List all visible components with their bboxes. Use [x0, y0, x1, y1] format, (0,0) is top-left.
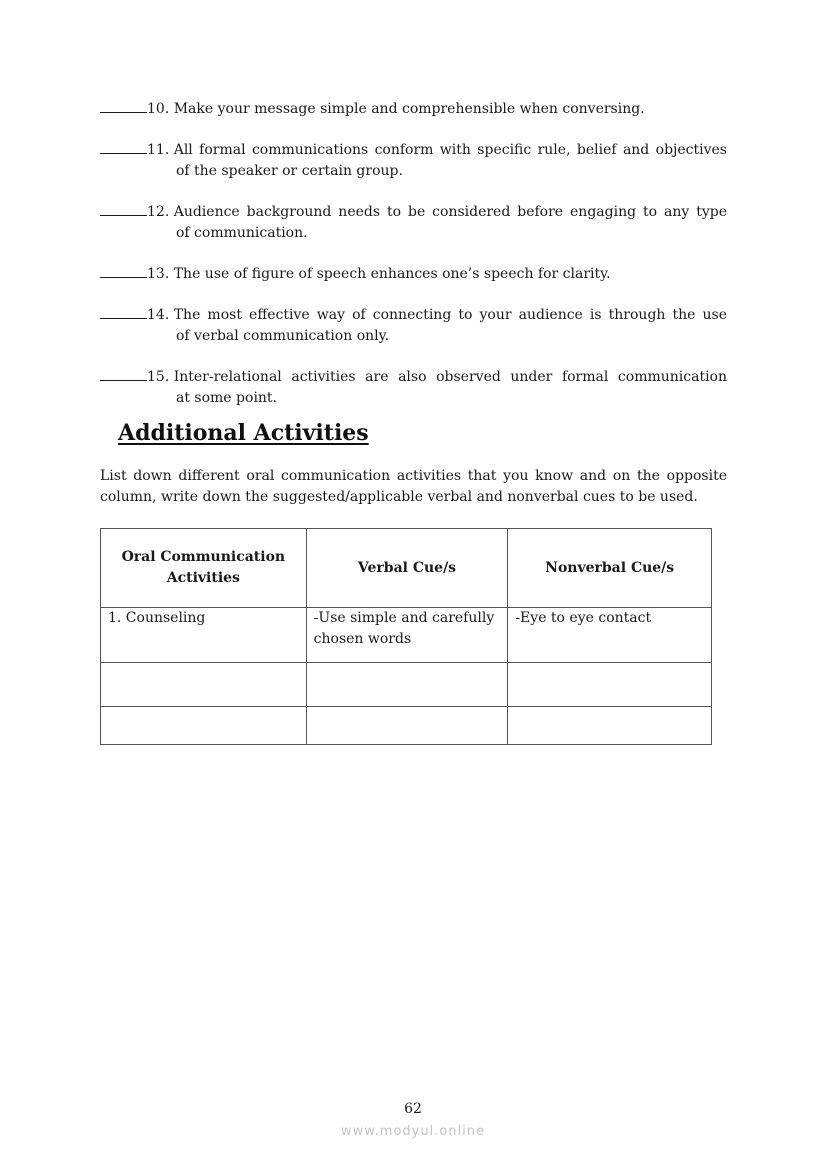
item-number: 15. — [147, 369, 170, 385]
item-number: 11. — [147, 142, 170, 158]
item-text: The most effective way of connecting to your audience is through the use — [173, 307, 727, 323]
header-nonverbal-cues: Nonverbal Cue/s — [508, 529, 712, 608]
item-text: Inter-relational activities are also observed under formal communication — [173, 369, 727, 385]
answer-blank[interactable] — [100, 140, 147, 154]
section-heading: Additional Activities — [118, 420, 369, 446]
cell-activity[interactable] — [101, 707, 307, 745]
answer-blank[interactable] — [100, 202, 147, 216]
item-text: All formal communications conform with specific rule, belief and objectives — [173, 142, 727, 158]
cell-activity[interactable] — [101, 663, 307, 707]
item-number: 10. — [147, 101, 170, 117]
header-activity: Oral Communication Activities — [101, 529, 307, 608]
item-number: 13. — [147, 266, 170, 282]
cell-nonverbal[interactable]: -Eye to eye contact — [508, 608, 712, 663]
cell-nonverbal[interactable] — [508, 707, 712, 745]
item-text-continued: of communication. — [176, 225, 308, 241]
answer-blank[interactable] — [100, 99, 147, 113]
answer-blank[interactable] — [100, 305, 147, 319]
item-13 — [100, 264, 727, 285]
cell-verbal[interactable] — [306, 707, 508, 745]
watermark: www.modyul.online — [340, 1124, 486, 1139]
item-text: Make your message simple and comprehensible when conversing. — [173, 101, 645, 117]
answer-blank[interactable] — [100, 367, 147, 381]
item-15 — [100, 367, 727, 409]
item-12 — [100, 202, 727, 244]
cell-activity[interactable]: 1. Counseling — [101, 608, 307, 663]
table-header-row — [101, 529, 712, 608]
table-row — [101, 608, 712, 663]
page-number: 62 — [404, 1101, 422, 1117]
item-text: The use of figure of speech enhances one’s speech for clarity. — [173, 266, 611, 282]
table-row — [101, 707, 712, 745]
table-row — [101, 663, 712, 707]
item-10 — [100, 99, 727, 120]
cues-table — [100, 528, 712, 745]
header-verbal-cues: Verbal Cue/s — [306, 529, 508, 608]
true-false-items — [100, 99, 727, 429]
item-text: Audience background needs to be considered before engaging to any type — [173, 204, 727, 220]
item-text-continued: at some point. — [176, 390, 278, 406]
item-number: 14. — [147, 307, 170, 323]
section-instructions: List down different oral communication activities that you know and on the opposite column, write down the suggested/applicable verbal and nonverbal cues to be used. — [100, 468, 727, 505]
item-text-continued: of verbal communication only. — [176, 328, 390, 344]
cell-nonverbal[interactable] — [508, 663, 712, 707]
item-text-continued: of the speaker or certain group. — [176, 163, 403, 179]
answer-blank[interactable] — [100, 264, 147, 278]
cell-verbal[interactable] — [306, 663, 508, 707]
item-14 — [100, 305, 727, 347]
item-11 — [100, 140, 727, 182]
cell-verbal[interactable]: -Use simple and carefully chosen words — [306, 608, 508, 663]
item-number: 12. — [147, 204, 170, 220]
